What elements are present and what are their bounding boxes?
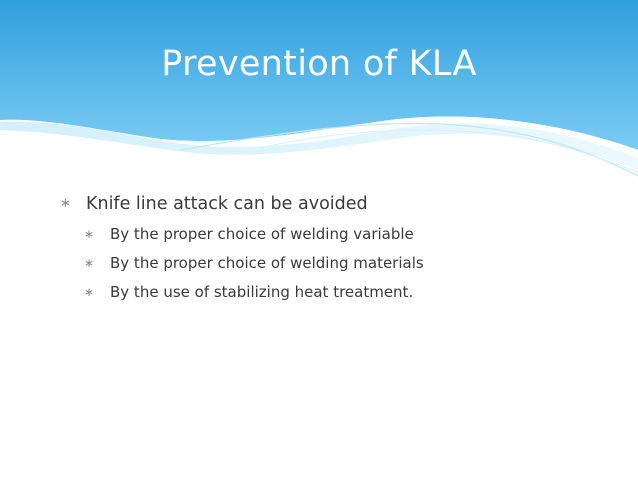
asterisk-bullet-icon: ∗: [84, 227, 95, 241]
header-wave-banner: [0, 0, 638, 200]
bullet-text: Knife line attack can be avoided: [86, 194, 368, 214]
sub-list-item: [84, 249, 620, 278]
bullet-list: [60, 192, 620, 307]
slide-title: Prevention of KLA: [161, 44, 477, 84]
asterisk-bullet-icon: ∗: [60, 196, 71, 211]
sub-list-item: [84, 278, 620, 307]
asterisk-bullet-icon: ∗: [84, 256, 95, 270]
asterisk-bullet-icon: ∗: [84, 285, 95, 299]
list-item: [60, 192, 620, 216]
sub-bullet-text: By the proper choice of welding materials: [110, 254, 424, 272]
sub-list-item: [84, 220, 620, 249]
sub-bullet-text: By the proper choice of welding variable: [110, 225, 414, 243]
sub-bullet-text: By the use of stabilizing heat treatment.: [110, 283, 414, 301]
